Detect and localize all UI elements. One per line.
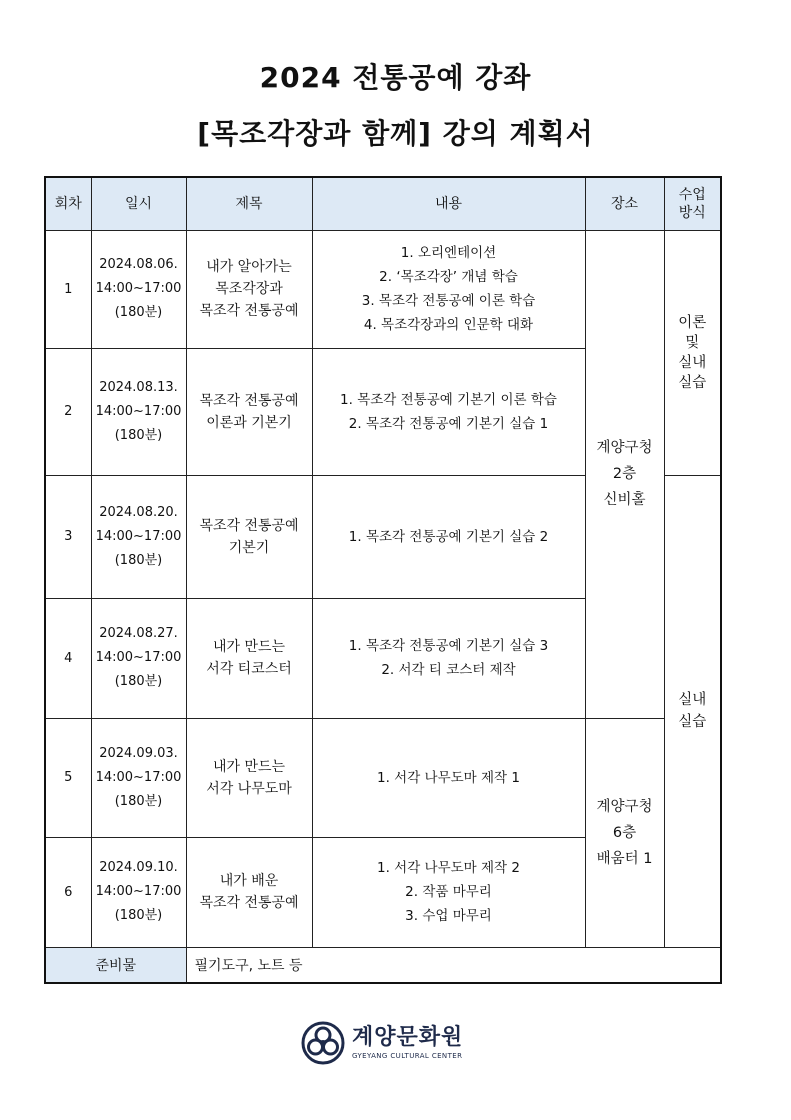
row-datetime: [91, 348, 186, 475]
organization-logo: [300, 1020, 463, 1066]
row-title-line: 내가 알아가는: [206, 259, 292, 275]
prep-label: 준비물: [45, 947, 186, 983]
content-item: 2. 작품 마무리: [405, 884, 492, 900]
method-line: 이론: [678, 314, 707, 331]
method-line: 및: [685, 334, 700, 351]
row-title-line: 목조각 전통공예: [199, 303, 299, 319]
row-date: 2024.09.03.: [99, 745, 178, 761]
row-title: [186, 598, 312, 718]
row-date: 2024.08.20.: [99, 504, 178, 520]
place-cell-1: [585, 230, 664, 718]
row-title-line: 기본기: [228, 539, 270, 556]
row-date: 2024.08.13.: [99, 379, 178, 395]
row-datetime: [91, 230, 186, 348]
place-line: 신비홀: [603, 492, 646, 508]
page-title-line2: [목조각장과 함께] 강의 계획서: [197, 117, 594, 150]
row-date: 2024.09.10.: [99, 860, 178, 875]
content-item: 2. 서각 티 코스터 제작: [381, 662, 516, 678]
row-datetime: [91, 598, 186, 718]
row-duration: (180분): [114, 793, 163, 809]
header-method-line1: 수업: [678, 186, 706, 203]
row-title: [186, 348, 312, 475]
knot-emblem-icon: [300, 1020, 346, 1066]
content-item: 1. 오리엔테이션: [400, 245, 497, 261]
row-duration: (180분): [114, 908, 163, 923]
header-place: 장소: [585, 177, 664, 230]
row-title-line: 내가 만드는: [212, 758, 286, 775]
row-title: [186, 718, 312, 837]
row-time: 14:00~17:00: [95, 403, 182, 419]
row-duration: (180분): [114, 427, 163, 443]
header-title: 제목: [186, 177, 312, 230]
method-cell-2: [664, 475, 721, 947]
logo-name: 계양문화원: [352, 1025, 464, 1050]
row-title-line: 이론과 기본기: [206, 414, 292, 431]
row-duration: (180분): [114, 552, 163, 568]
row-title: [186, 230, 312, 348]
row-no: 5: [45, 718, 91, 837]
lecture-plan-table: [44, 176, 722, 984]
row-time: 14:00~17:00: [95, 650, 182, 665]
method-line: 실내: [678, 354, 707, 371]
row-content: [312, 718, 585, 837]
row-title-line: 서각 티코스터: [206, 661, 292, 677]
row-title-line: 내가 배운: [219, 873, 279, 889]
row-content: [312, 598, 585, 718]
row-content: [312, 230, 585, 348]
row-title: [186, 837, 312, 947]
row-title-line: 목조각 전통공예: [199, 517, 299, 534]
row-title-line: 목조각장과: [215, 281, 283, 297]
header-no: 회차: [45, 177, 91, 230]
row-no: 2: [45, 348, 91, 475]
method-cell-1: [664, 230, 721, 475]
row-title-line: 목조각 전통공예: [199, 895, 299, 911]
row-datetime: [91, 718, 186, 837]
header-date: 일시: [91, 177, 186, 230]
row-no: 1: [45, 230, 91, 348]
logo-subtitle: GYEYANG CULTURAL CENTER: [352, 1052, 463, 1060]
method-line: 실내: [678, 692, 707, 708]
place-line: 2층: [612, 466, 637, 482]
row-date: 2024.08.06.: [99, 257, 178, 272]
row-time: 14:00~17:00: [95, 884, 182, 899]
content-item: 1. 목조각 전통공예 기본기 실습 3: [348, 638, 549, 654]
table-row: [45, 718, 721, 837]
header-method: [664, 177, 721, 230]
row-title-line: 목조각 전통공예: [199, 392, 299, 409]
place-cell-2: [585, 718, 664, 947]
table-row: [45, 230, 721, 348]
method-line: 실습: [678, 714, 707, 730]
place-line: 배움터 1: [596, 850, 653, 867]
prep-value: 필기도구, 노트 등: [186, 947, 721, 983]
content-item: 3. 수업 마무리: [405, 908, 492, 924]
page-title-line1: 2024 전통공예 강좌: [259, 61, 532, 94]
row-date: 2024.08.27.: [99, 626, 178, 641]
header-method-line2: 방식: [678, 204, 706, 221]
row-no: 3: [45, 475, 91, 598]
row-content: [312, 475, 585, 598]
content-item: 2. ‘목조각장’ 개념 학습: [379, 269, 518, 285]
content-item: 3. 목조각 전통공예 이론 학습: [361, 293, 536, 309]
table-header-row: [45, 177, 721, 230]
prep-row: [45, 947, 721, 983]
row-time: 14:00~17:00: [95, 281, 182, 296]
row-datetime: [91, 475, 186, 598]
row-title-line: 내가 만드는: [212, 639, 286, 655]
row-no: 4: [45, 598, 91, 718]
row-content: [312, 348, 585, 475]
row-title-line: 서각 나무도마: [206, 780, 292, 797]
row-datetime: [91, 837, 186, 947]
content-item: 1. 목조각 전통공예 기본기 이론 학습: [340, 391, 557, 408]
row-duration: (180분): [114, 305, 163, 320]
row-duration: (180분): [114, 674, 163, 689]
row-no: 6: [45, 837, 91, 947]
place-line: 계양구청: [596, 798, 653, 815]
row-content: [312, 837, 585, 947]
place-line: 계양구청: [596, 440, 653, 456]
header-content: 내용: [312, 177, 585, 230]
content-item: 1. 서각 나무도마 제작 2: [377, 860, 520, 876]
content-item: 4. 목조각장과의 인문학 대화: [363, 317, 534, 333]
row-time: 14:00~17:00: [95, 769, 182, 785]
content-item: 1. 목조각 전통공예 기본기 실습 2: [348, 528, 549, 545]
row-time: 14:00~17:00: [95, 528, 182, 544]
method-line: 실습: [678, 374, 707, 391]
row-title: [186, 475, 312, 598]
content-item: 2. 목조각 전통공예 기본기 실습 1: [348, 415, 549, 432]
place-line: 6층: [612, 824, 637, 841]
content-item: 1. 서각 나무도마 제작 1: [377, 769, 520, 786]
